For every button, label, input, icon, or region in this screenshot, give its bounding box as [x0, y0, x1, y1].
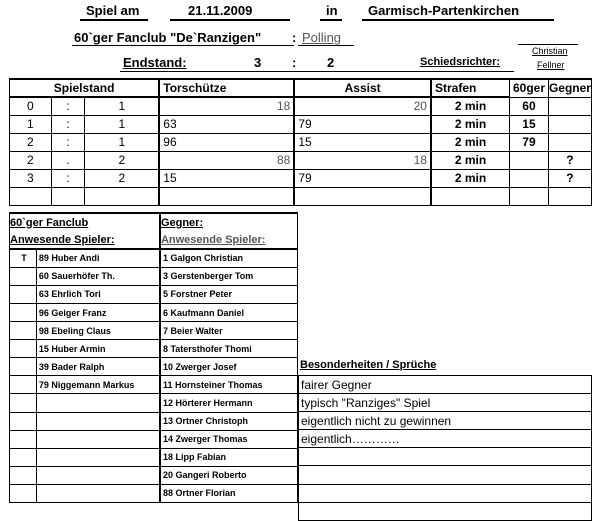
score-row — [10, 133, 592, 151]
remark-text — [299, 466, 592, 484]
player-row — [10, 376, 298, 394]
home-player — [36, 430, 160, 448]
player-row — [10, 358, 298, 376]
remark-text: typisch "Ranziges" Spiel — [299, 394, 592, 412]
final-score-home: 3 — [254, 55, 262, 70]
away-player: 20 Gangeri Roberto — [160, 466, 298, 484]
home-player — [36, 412, 160, 430]
away-penalty-player — [548, 115, 591, 133]
remark-text: eigentlich nicht zu gewinnen — [299, 412, 592, 430]
referee-topline — [518, 44, 578, 45]
player-mark — [10, 448, 37, 466]
score-separator: . — [51, 151, 85, 169]
opponent-underline — [298, 45, 354, 46]
away-penalty-player — [548, 97, 591, 115]
home-player: 79 Niggemann Markus — [36, 376, 160, 394]
scorer-number: 96 — [159, 133, 294, 151]
away-player: 13 Ortner Christoph — [160, 412, 298, 430]
home-team-title: 60`ger Fanclub — [10, 213, 160, 231]
strafen-header: Strafen — [431, 79, 510, 97]
home-player — [36, 484, 160, 502]
spiel-am-label: Spiel am — [86, 3, 140, 18]
player-mark — [10, 376, 37, 394]
away-penalty-header: Gegner — [548, 79, 591, 97]
player-row — [10, 322, 298, 340]
player-mark — [10, 430, 37, 448]
player-row — [10, 412, 298, 430]
player-mark — [10, 340, 37, 358]
home-player — [36, 394, 160, 412]
remark-row — [299, 502, 592, 520]
player-mark — [10, 267, 37, 285]
remark-row — [299, 430, 592, 448]
home-player: 96 Geiger Franz — [36, 303, 160, 321]
score-away: 1 — [85, 97, 159, 115]
home-player: 39 Bader Ralph — [36, 358, 160, 376]
home-player: 15 Huber Armin — [36, 340, 160, 358]
away-player: 5 Forstner Peter — [160, 285, 298, 303]
referee-label: Schiedsrichter: — [420, 56, 501, 68]
score-separator — [51, 187, 85, 205]
assist-number: 15 — [294, 133, 431, 151]
score-separator: : — [51, 115, 85, 133]
score-header-row — [10, 79, 592, 97]
away-players-subtitle: Anwesende Spieler: — [160, 231, 298, 249]
away-player: 8 Tatersthofer Thomi — [160, 340, 298, 358]
score-away: 2 — [85, 151, 159, 169]
score-separator: : — [51, 133, 85, 151]
player-mark: T — [10, 249, 37, 267]
remark-row — [299, 376, 592, 394]
player-row — [10, 484, 298, 502]
home-player: 98 Ebeling Claus — [36, 322, 160, 340]
player-row — [10, 466, 298, 484]
scorer-number: 15 — [159, 169, 294, 187]
away-player: 14 Zwerger Thomas — [160, 430, 298, 448]
assist-number: 79 — [294, 169, 431, 187]
home-penalty-player: 79 — [510, 133, 549, 151]
home-player: 63 Ehrlich Tori — [36, 285, 160, 303]
player-list — [9, 212, 298, 503]
torschuetze-header: Torschütze — [159, 79, 294, 97]
home-penalty-player: 15 — [510, 115, 549, 133]
home-player: 89 Huber Andi — [36, 249, 160, 267]
player-row — [10, 448, 298, 466]
player-row — [10, 249, 298, 267]
player-mark — [10, 285, 37, 303]
referee-last-name: Fellner — [537, 60, 565, 70]
player-row — [10, 285, 298, 303]
final-score-away: 2 — [327, 55, 335, 70]
home-penalty-player — [510, 169, 549, 187]
score-row — [10, 115, 592, 133]
score-separator: : — [51, 97, 85, 115]
remarks-table — [298, 375, 592, 521]
player-header-row-1 — [10, 213, 298, 231]
score-home: 2 — [10, 151, 52, 169]
home-penalty-player: 60 — [510, 97, 549, 115]
score-home: 2 — [10, 133, 52, 151]
title-colon: : — [292, 30, 297, 45]
away-player: 6 Kaufmann Daniel — [160, 303, 298, 321]
score-away — [85, 187, 159, 205]
score-separator: : — [51, 169, 85, 187]
scorer-number: 18 — [159, 97, 294, 115]
header-underline-2 — [170, 19, 290, 21]
player-row — [10, 303, 298, 321]
player-row — [10, 430, 298, 448]
player-row — [10, 394, 298, 412]
remark-text — [299, 448, 592, 466]
scorer-number — [159, 187, 294, 205]
remark-row — [299, 394, 592, 412]
away-player: 1 Galgon Christian — [160, 249, 298, 267]
remark-row — [299, 466, 592, 484]
away-player: 18 Lipp Fabian — [160, 448, 298, 466]
score-home: 3 — [10, 169, 52, 187]
assist-number: 20 — [294, 97, 431, 115]
score-row — [10, 97, 592, 115]
score-table — [9, 78, 592, 206]
scorer-number: 63 — [159, 115, 294, 133]
player-mark — [10, 303, 37, 321]
away-player: 3 Gerstenberger Tom — [160, 267, 298, 285]
player-mark — [10, 394, 37, 412]
home-penalty-player — [510, 151, 549, 169]
remark-row — [299, 484, 592, 502]
penalty-duration: 2 min — [431, 115, 510, 133]
header-underline-1 — [80, 19, 148, 21]
away-penalty-player — [548, 133, 591, 151]
player-mark — [10, 466, 37, 484]
home-player — [36, 466, 160, 484]
assist-number — [294, 187, 431, 205]
scorer-number: 88 — [159, 151, 294, 169]
header-underline-4 — [362, 19, 554, 21]
remark-text — [299, 502, 592, 520]
home-player — [36, 448, 160, 466]
referee-first-name: Christian — [532, 46, 568, 56]
score-away: 1 — [85, 133, 159, 151]
away-player: 10 Zwerger Josef — [160, 358, 298, 376]
match-title: 60`ger Fanclub "De`Ranzigen" — [74, 30, 262, 45]
spielstand-header: Spielstand — [10, 79, 160, 97]
score-home — [10, 187, 52, 205]
home-penalty-header: 60ger — [510, 79, 549, 97]
remark-text: fairer Gegner — [299, 376, 592, 394]
penalty-duration: 2 min — [431, 151, 510, 169]
score-away: 2 — [85, 169, 159, 187]
match-location: Garmisch-Partenkirchen — [368, 3, 520, 18]
match-date: 21.11.2009 — [188, 3, 253, 18]
assist-number: 18 — [294, 151, 431, 169]
player-mark — [10, 484, 37, 502]
score-row — [10, 187, 592, 205]
player-mark — [10, 322, 37, 340]
away-penalty-player: ? — [548, 151, 591, 169]
in-label: in — [326, 3, 338, 18]
score-row — [10, 169, 592, 187]
home-players-subtitle: Anwesende Spieler: — [10, 231, 160, 249]
player-mark — [10, 358, 37, 376]
title-underline — [72, 45, 294, 46]
player-row — [10, 267, 298, 285]
remark-row — [299, 448, 592, 466]
away-player: 12 Hörterer Hermann — [160, 394, 298, 412]
penalty-duration: 2 min — [431, 169, 510, 187]
endstand-underline — [120, 71, 514, 72]
penalty-duration: 2 min — [431, 133, 510, 151]
assist-number: 79 — [294, 115, 431, 133]
opponent-name: Polling — [302, 30, 342, 45]
assist-header: Assist — [294, 79, 431, 97]
penalty-duration — [431, 187, 510, 205]
player-mark — [10, 412, 37, 430]
score-home: 0 — [10, 97, 52, 115]
player-header-row-2 — [10, 231, 298, 249]
final-score-separator: : — [292, 55, 297, 70]
remark-text: eigentlich………… — [299, 430, 592, 448]
penalty-duration: 2 min — [431, 97, 510, 115]
score-home: 1 — [10, 115, 52, 133]
away-penalty-player: ? — [548, 169, 591, 187]
away-penalty-player — [548, 187, 591, 205]
home-penalty-player — [510, 187, 549, 205]
home-player: 60 Sauerhöfer Th. — [36, 267, 160, 285]
endstand-label: Endstand: — [123, 55, 187, 70]
score-away: 1 — [85, 115, 159, 133]
away-player: 88 Ortner Florian — [160, 484, 298, 502]
remark-row — [299, 412, 592, 430]
player-row — [10, 340, 298, 358]
away-team-title: Gegner: — [160, 213, 298, 231]
away-player: 7 Beier Walter — [160, 322, 298, 340]
away-player: 11 Hornsteiner Thomas — [160, 376, 298, 394]
score-row — [10, 151, 592, 169]
header-underline-3 — [320, 19, 342, 21]
remark-text — [299, 484, 592, 502]
remarks-title: Besonderheiten / Sprüche — [300, 359, 437, 371]
